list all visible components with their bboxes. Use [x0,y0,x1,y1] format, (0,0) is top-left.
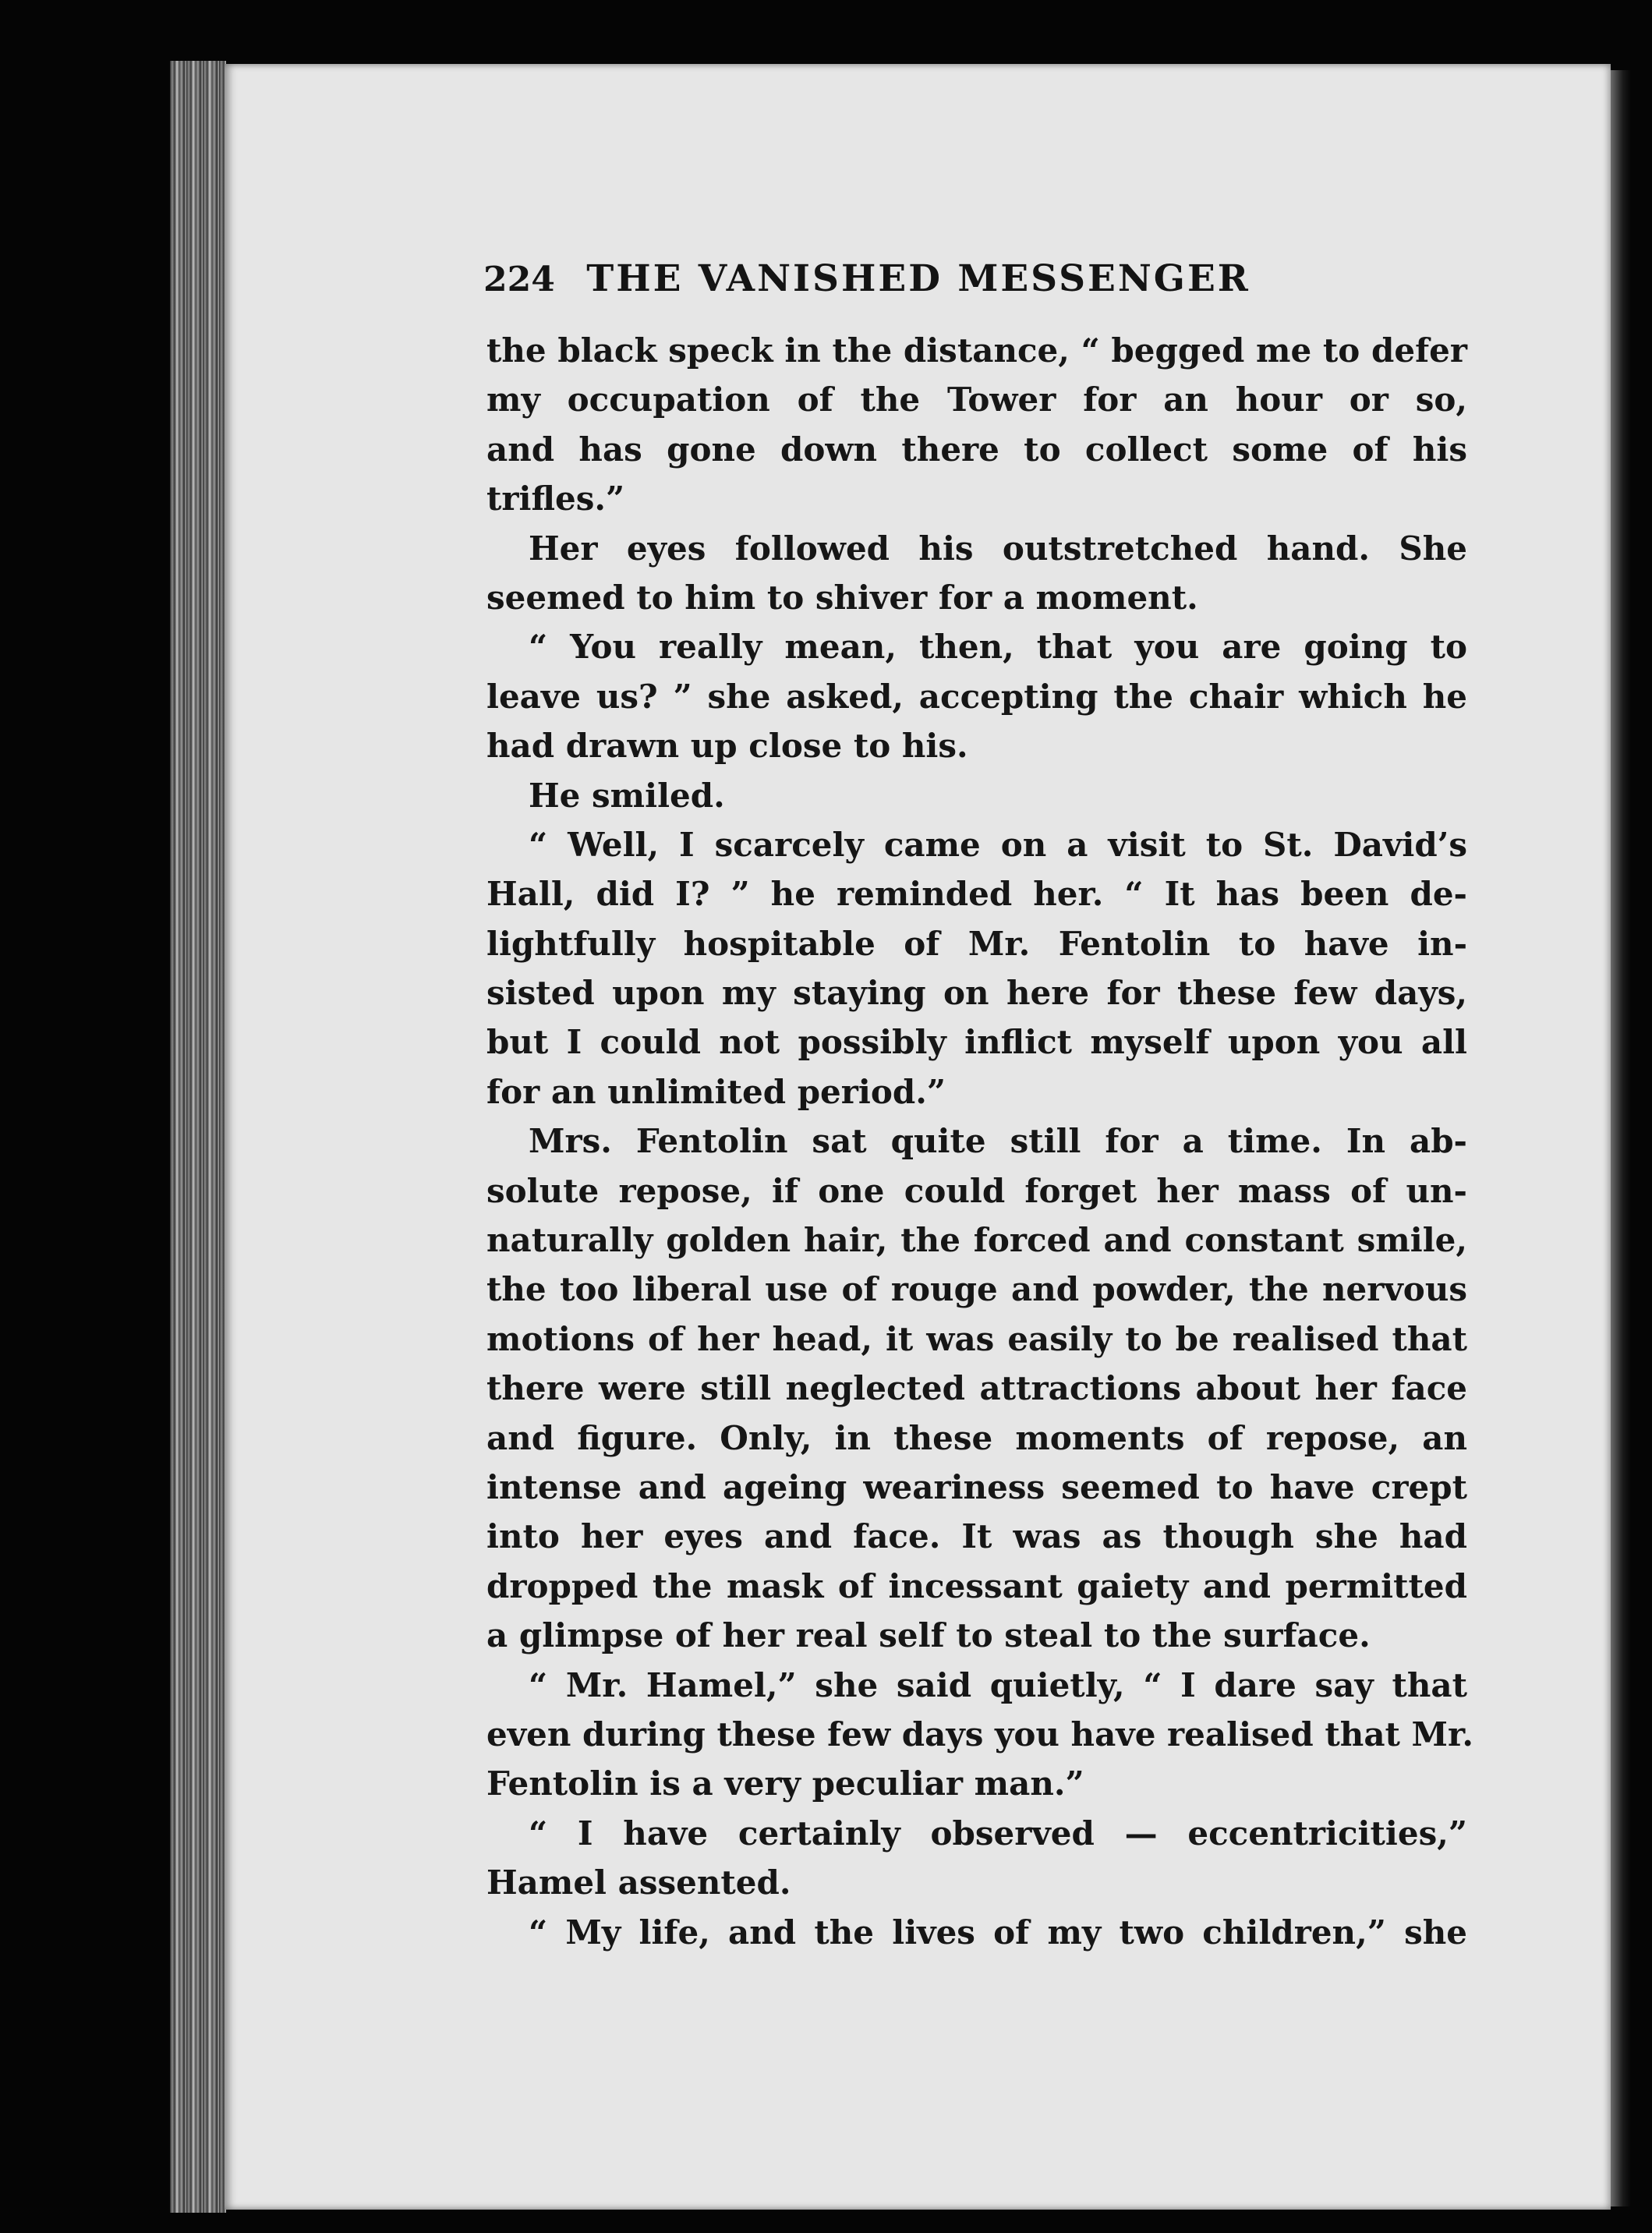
text-line: intense and ageing weariness seemed to have crept [486,1467,1467,1506]
text-line: “ My life, and the lives of my two children,” she [529,1913,1467,1952]
text-line: my occupation of the Tower for an hour or so, [486,380,1467,419]
text-line: for an unlimited period.” [486,1072,946,1111]
text-line: the too liberal use of rouge and powder, the nervous [486,1270,1467,1309]
text-line: lightfully hospitable of Mr. Fentolin to have in- [486,924,1467,963]
text-line: the black speck in the distance, “ begged me to defer [486,331,1467,370]
text-line: into her eyes and face. It was as though she had [486,1517,1467,1556]
text-line: trifles.” [486,480,625,518]
text-line: He smiled. [529,776,725,815]
text-line: there were still neglected attractions about her face [486,1369,1467,1408]
text-line: and has gone down there to collect some of his [486,430,1467,469]
text-line: Her eyes followed his outstretched hand. She [529,529,1467,568]
text-line: Mrs. Fentolin sat quite still for a time. In ab- [529,1122,1467,1161]
text-line: Hall, did I? ” he reminded her. “ It has been de- [486,875,1467,914]
text-line: seemed to him to shiver for a moment. [486,578,1198,617]
text-line: had drawn up close to his. [486,727,968,766]
text-line: dropped the mask of incessant gaiety and permitted [486,1566,1467,1605]
text-line: Hamel assented. [486,1863,791,1902]
text-line: solute repose, if one could forget her mass of un- [486,1171,1467,1210]
text-line: motions of her head, it was easily to be realised that [486,1319,1467,1358]
text-line: “ You really mean, then, that you are going to [529,628,1467,667]
text-line: “ I have certainly observed — eccentricities,” [529,1814,1467,1853]
text-line: leave us? ” she asked, accepting the chair which he [486,677,1467,716]
book-page-edges [170,61,226,2213]
text-line: and figure. Only, in these moments of repose, an [486,1418,1467,1457]
page-right-shadow [1611,70,1631,2206]
text-line: “ Mr. Hamel,” she said quietly, “ I dare say that [529,1665,1467,1704]
text-line: Fentolin is a very peculiar man.” [486,1764,1084,1803]
text-line: sisted upon my staying on here for these few days, [486,974,1467,1013]
page-number: 224 [483,260,555,299]
text-line: even during these few days you have realised that Mr. [486,1715,1473,1753]
body-text [486,326,1473,1957]
book-title: THE VANISHED MESSENGER [586,257,1250,300]
text-line: “ Well, I scarcely came on a visit to St. David’s [529,825,1467,864]
text-line: naturally golden hair, the forced and constant smile, [486,1221,1467,1260]
text-line: but I could not possibly inflict myself upon you all [486,1023,1467,1062]
text-line: a glimpse of her real self to steal to the surface. [486,1616,1371,1655]
running-head [483,257,1470,300]
